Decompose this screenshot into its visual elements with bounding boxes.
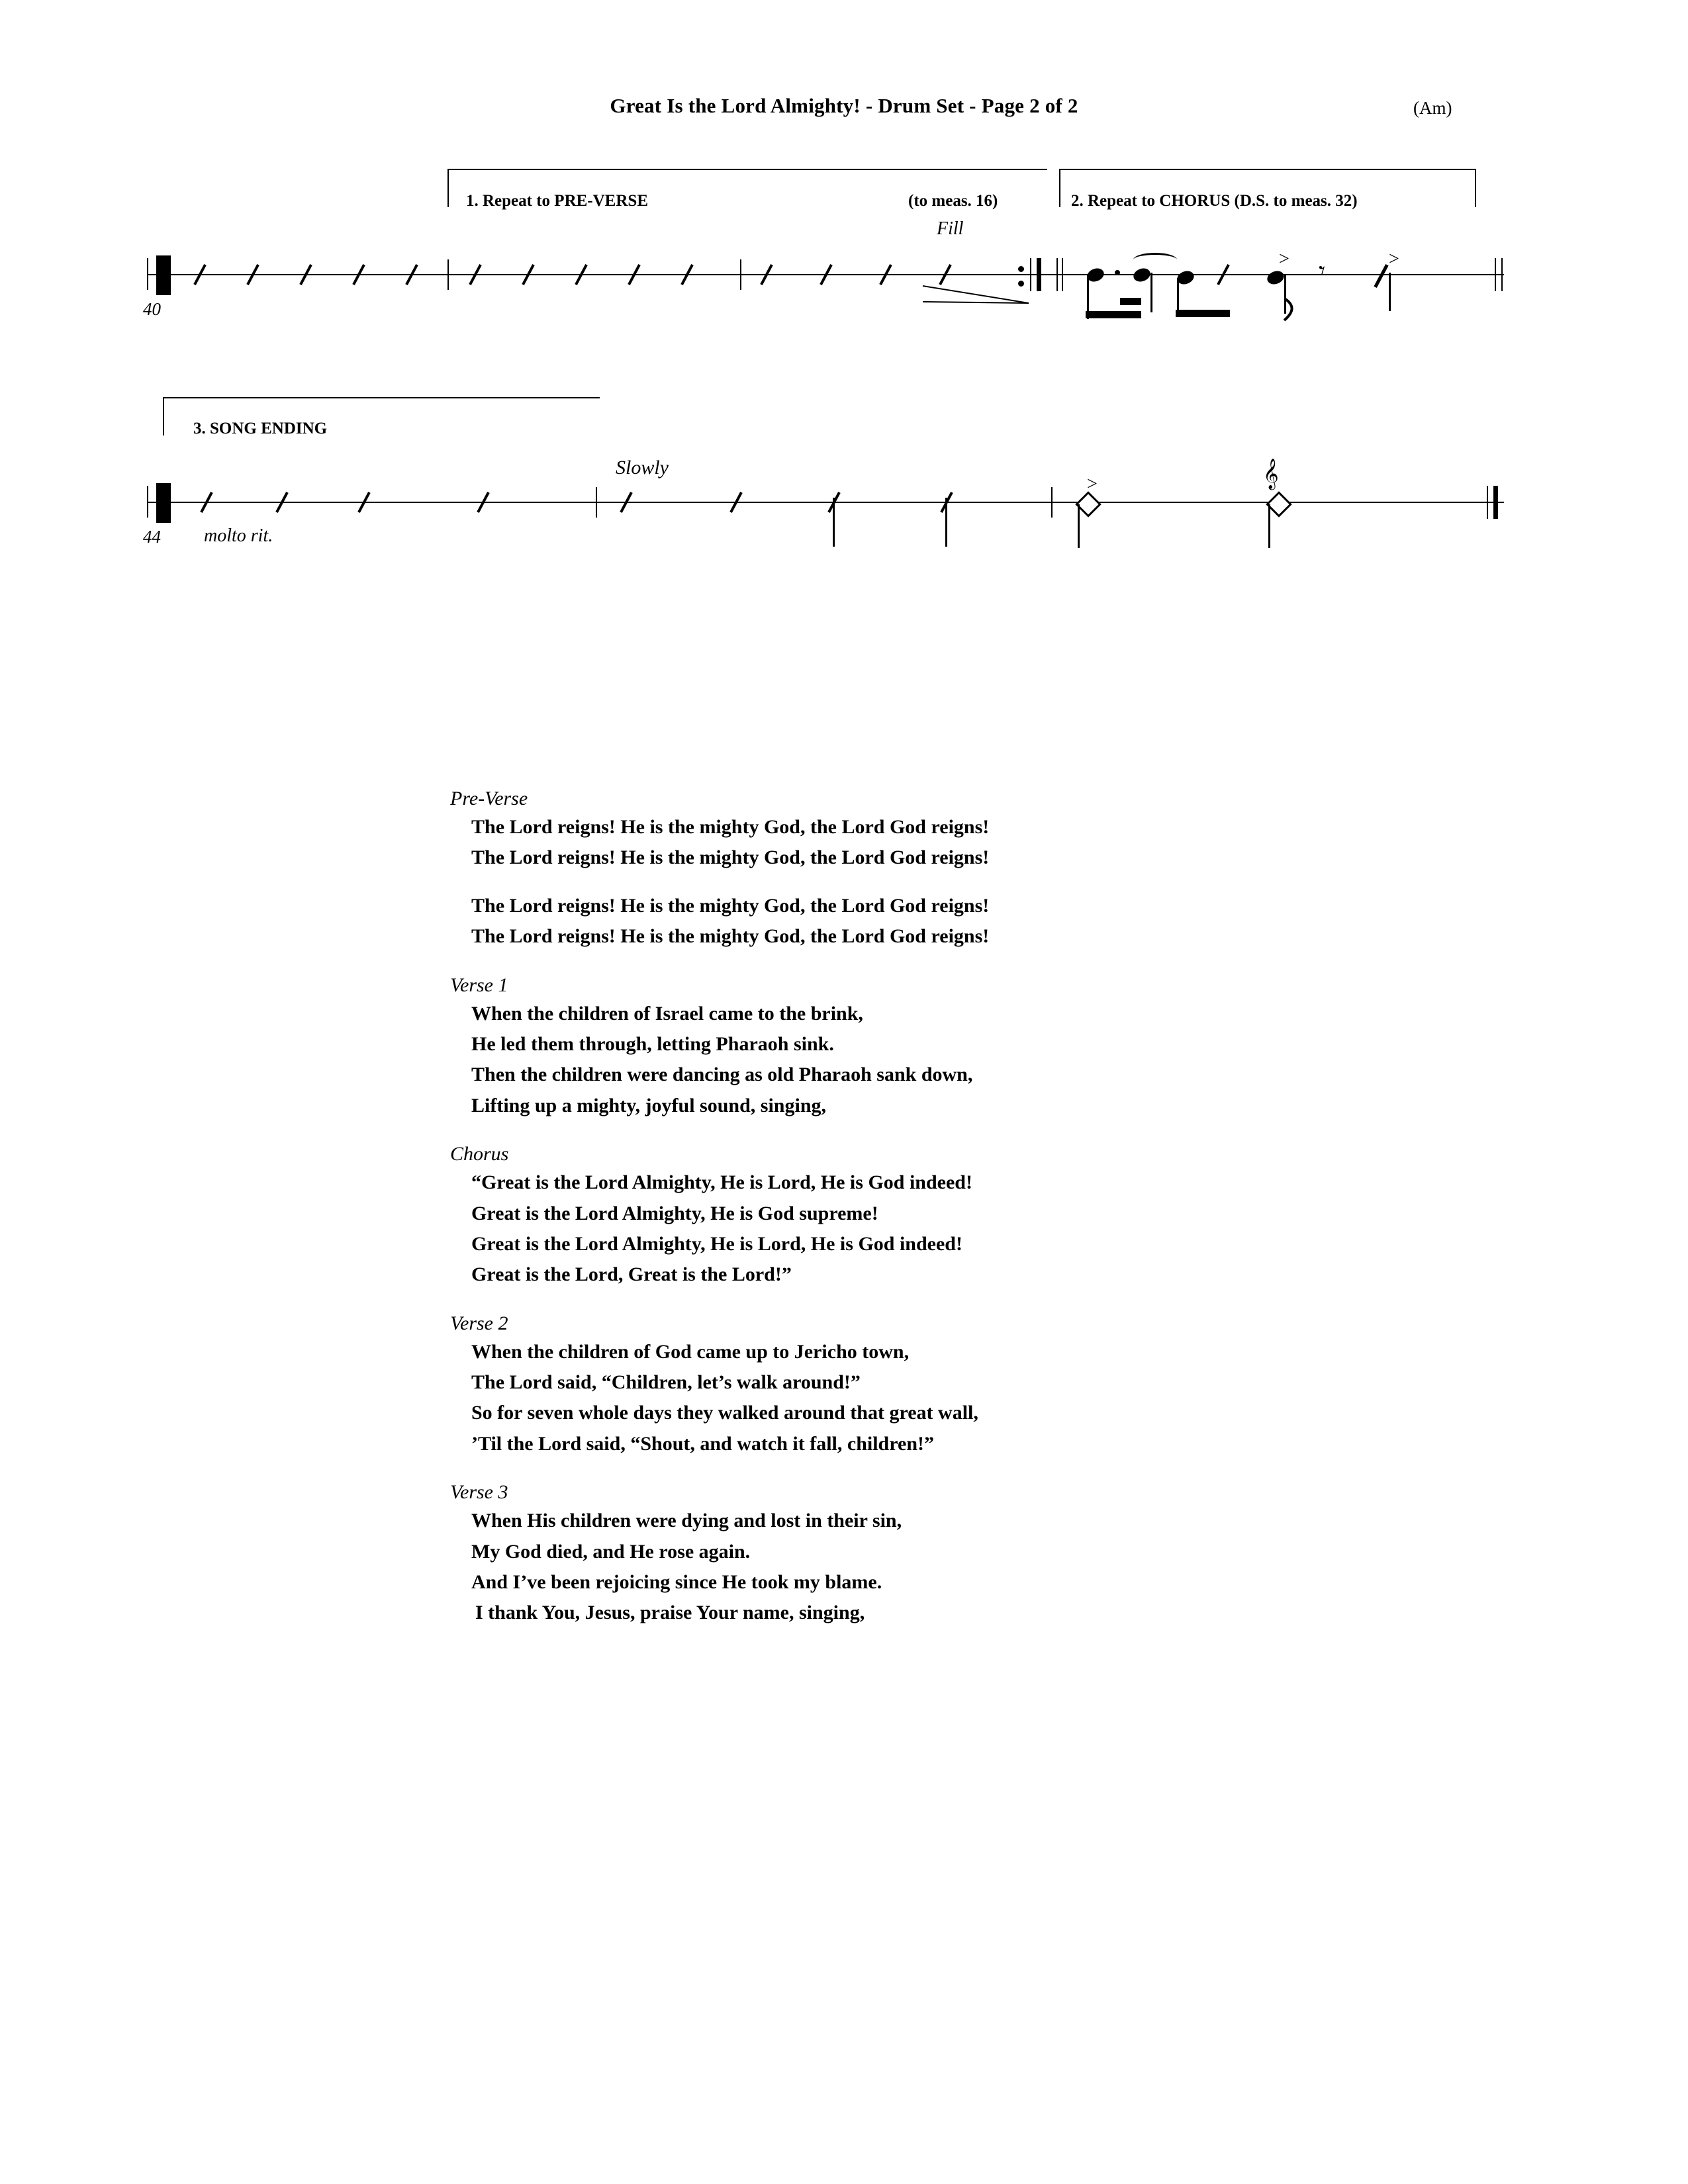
accent-mark: >: [1389, 249, 1399, 269]
lyric-line: The Lord reigns! He is the mighty God, the Lord God reigns!: [471, 846, 990, 869]
repeat-thick-barline: [1037, 258, 1041, 291]
note-stem: [1268, 504, 1270, 548]
lyric-section-verse-2: [450, 1312, 1377, 1459]
final-thick-barline: [1493, 486, 1498, 519]
barline: [1487, 486, 1488, 519]
eighth-rest: 𝄾: [1319, 256, 1326, 285]
lyric-section-verse-3: [450, 1481, 1377, 1628]
lyric-line: Great is the Lord, Great is the Lord!”: [471, 1263, 792, 1286]
lyric-heading: Pre-Verse: [450, 788, 528, 809]
note-stem: [1078, 504, 1080, 548]
lyric-line: When the children of God came up to Jericho town,: [471, 1340, 910, 1363]
lyric-section-pre-verse: [450, 788, 1377, 952]
barline: [1501, 258, 1503, 291]
repeat-thin-barline: [1030, 258, 1031, 291]
lyric-line: Great is the Lord Almighty, He is Lord, He is God indeed!: [471, 1232, 962, 1255]
lyric-line: Lifting up a mighty, joyful sound, singing,: [471, 1094, 827, 1116]
lyric-heading: Chorus: [450, 1143, 509, 1165]
staff-line: [147, 502, 1504, 503]
barline: [1051, 487, 1053, 518]
lyric-line: The Lord said, “Children, let’s walk around!”: [471, 1371, 861, 1394]
note-stem: [1389, 273, 1391, 311]
lyric-section-chorus: [450, 1143, 1377, 1290]
slash-notehead: [1374, 264, 1388, 288]
lyric-heading: Verse 2: [450, 1312, 508, 1334]
fermata: 𝄞: [1263, 459, 1279, 488]
measure-number-44: 44: [143, 527, 161, 547]
barline: [1056, 258, 1058, 291]
barline: [1062, 258, 1063, 291]
beam-secondary: [1120, 298, 1141, 305]
lyric-line: When His children were dying and lost in their sin,: [471, 1510, 902, 1532]
lyric-line: And I’ve been rejoicing since He took my blame.: [471, 1571, 882, 1594]
augmentation-dot: [1115, 270, 1120, 275]
beam: [1176, 310, 1230, 317]
tie-slur: [1133, 253, 1177, 267]
barline: [447, 259, 449, 290]
tempo-marking: Slowly: [616, 457, 669, 478]
staff-start-barline: [147, 486, 148, 518]
beam: [1086, 311, 1141, 318]
lyric-line: The Lord reigns! He is the mighty God, the Lord God reigns!: [471, 894, 990, 917]
page-title: Great Is the Lord Almighty! - Drum Set - Page 2 of 2: [610, 94, 1078, 117]
note-stem: [945, 498, 947, 547]
accent-mark: >: [1279, 249, 1289, 269]
lyric-heading: Verse 3: [450, 1481, 508, 1504]
key-signature-label: (Am): [1413, 98, 1452, 118]
music-system-2: [0, 397, 1688, 635]
molto-rit-text: molto rit.: [204, 525, 273, 546]
lyric-line: When the children of Israel came to the brink,: [471, 1002, 863, 1024]
lyric-line: So for seven whole days they walked around that great wall,: [471, 1402, 978, 1424]
staff-start-barline: [147, 258, 148, 290]
ending-1-sublabel: (to meas. 16): [908, 192, 998, 210]
diminuendo-hairpin: [920, 282, 1033, 310]
lyric-line: The Lord reigns! He is the mighty God, the Lord God reigns!: [471, 925, 990, 948]
lyric-line: Then the children were dancing as old Pharaoh sank down,: [471, 1064, 973, 1086]
eighth-flag: [1283, 298, 1300, 323]
notehead: [1132, 266, 1152, 284]
music-system-1: [0, 152, 1688, 390]
lyric-line: “Great is the Lord Almighty, He is Lord, He is God indeed!: [471, 1171, 972, 1194]
accent-mark: >: [1087, 474, 1098, 494]
ending-1-label: 1. Repeat to PRE-VERSE: [466, 192, 648, 210]
lyric-line: The Lord reigns! He is the mighty God, the Lord God reigns!: [471, 816, 990, 838]
lyrics-block: [450, 788, 1377, 1651]
percussion-clef: [156, 483, 171, 523]
note-stem: [1150, 273, 1152, 312]
note-stem: [833, 498, 835, 547]
lyric-line: Great is the Lord Almighty, He is God supreme!: [471, 1202, 878, 1224]
barline: [1495, 258, 1496, 291]
barline: [596, 487, 597, 518]
measure-number-40: 40: [143, 299, 161, 319]
barline: [740, 259, 741, 290]
percussion-clef: [156, 255, 171, 295]
lyric-heading: Verse 1: [450, 974, 508, 996]
lyric-line: I thank You, Jesus, praise Your name, singing,: [475, 1602, 865, 1624]
repeat-dot: [1018, 281, 1024, 287]
ending-3-label: 3. SONG ENDING: [193, 420, 328, 437]
lyric-line: My God died, and He rose again.: [471, 1540, 751, 1563]
ending-2-label: 2. Repeat to CHORUS (D.S. to meas. 32): [1071, 192, 1358, 210]
notehead: [1266, 269, 1286, 287]
repeat-dot: [1018, 266, 1024, 272]
fill-text: Fill: [937, 218, 964, 239]
lyric-section-verse-1: [450, 974, 1377, 1121]
lyric-line: ’Til the Lord said, “Shout, and watch it fall, children!”: [471, 1432, 934, 1455]
lyric-spacer: [450, 874, 1377, 891]
lyric-line: He led them through, letting Pharaoh sink.: [471, 1032, 834, 1055]
